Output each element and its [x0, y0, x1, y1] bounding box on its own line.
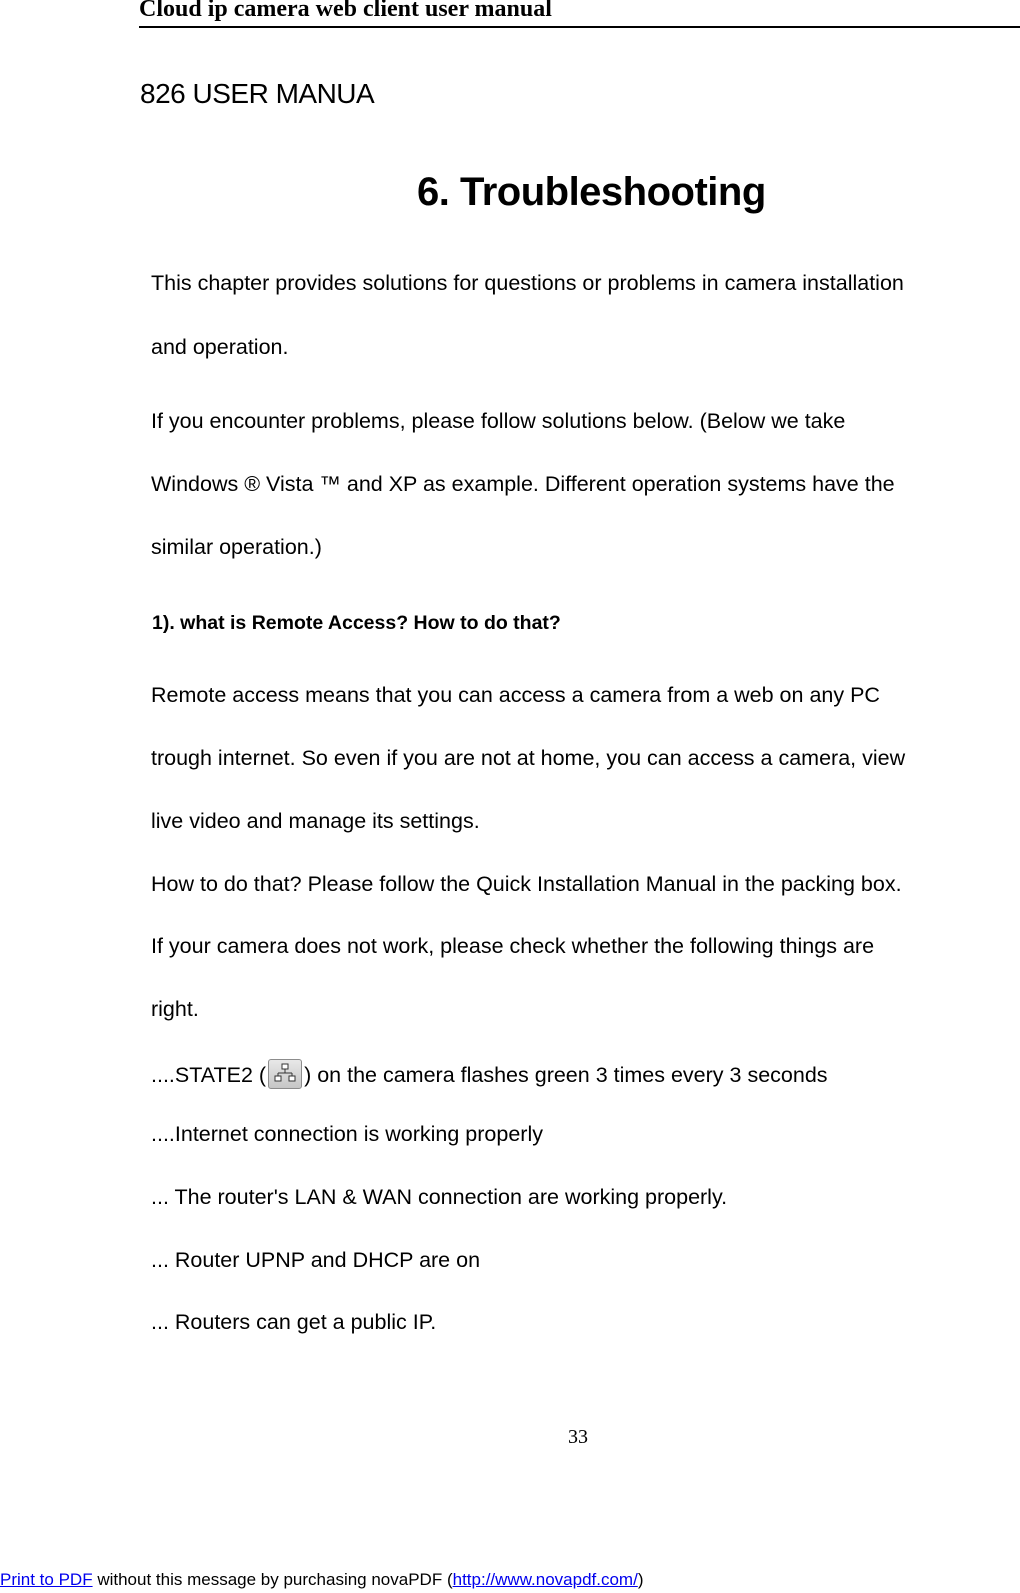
checklist-item: ... Routers can get a public IP. — [151, 1310, 437, 1334]
intro-line: Windows ® Vista ™ and XP as example. Different operation systems have the — [151, 472, 895, 496]
footer-end: ) — [637, 1570, 644, 1589]
header-rule — [139, 26, 1020, 28]
pdf-watermark-footer — [0, 1570, 643, 1590]
chapter-title: 6. Troubleshooting — [417, 170, 766, 214]
answer-line: right. — [151, 997, 199, 1021]
answer-line: live video and manage its settings. — [151, 809, 480, 833]
answer-line: trough internet. So even if you are not at home, you can access a camera, view — [151, 746, 906, 770]
answer-line: If your camera does not work, please check whether the following things are — [151, 934, 875, 958]
answer-line: How to do that? Please follow the Quick Installation Manual in the packing box. — [151, 872, 902, 896]
checklist-item: ....Internet connection is working properly — [151, 1122, 543, 1146]
document-header-title: Cloud ip camera web client user manual — [139, 0, 552, 22]
novapdf-url-link[interactable]: http://www.novapdf.com/ — [452, 1570, 638, 1589]
checklist-item: ... Router UPNP and DHCP are on — [151, 1248, 481, 1272]
intro-line: and operation. — [151, 335, 289, 359]
checklist-item: ... The router's LAN & WAN connection are working properly. — [151, 1185, 728, 1209]
state2-suffix: ) on the camera flashes green 3 times every 3 seconds — [304, 1063, 828, 1087]
network-status-icon — [268, 1059, 302, 1089]
intro-line: similar operation.) — [151, 535, 322, 559]
footer-text: without this message by purchasing novaPDF ( — [92, 1570, 453, 1589]
state2-line — [151, 1059, 828, 1089]
print-to-pdf-link[interactable]: Print to PDF — [0, 1570, 93, 1589]
intro-line: If you encounter problems, please follow solutions below. (Below we take — [151, 409, 846, 433]
state2-prefix: ....STATE2 ( — [151, 1063, 267, 1087]
question-heading: 1). what is Remote Access? How to do that? — [152, 612, 561, 634]
page-number: 33 — [568, 1426, 588, 1448]
intro-line: This chapter provides solutions for questions or problems in camera installation — [151, 271, 904, 295]
answer-line: Remote access means that you can access a camera from a web on any PC — [151, 683, 880, 707]
manual-code: 826 USER MANUA — [140, 78, 375, 109]
